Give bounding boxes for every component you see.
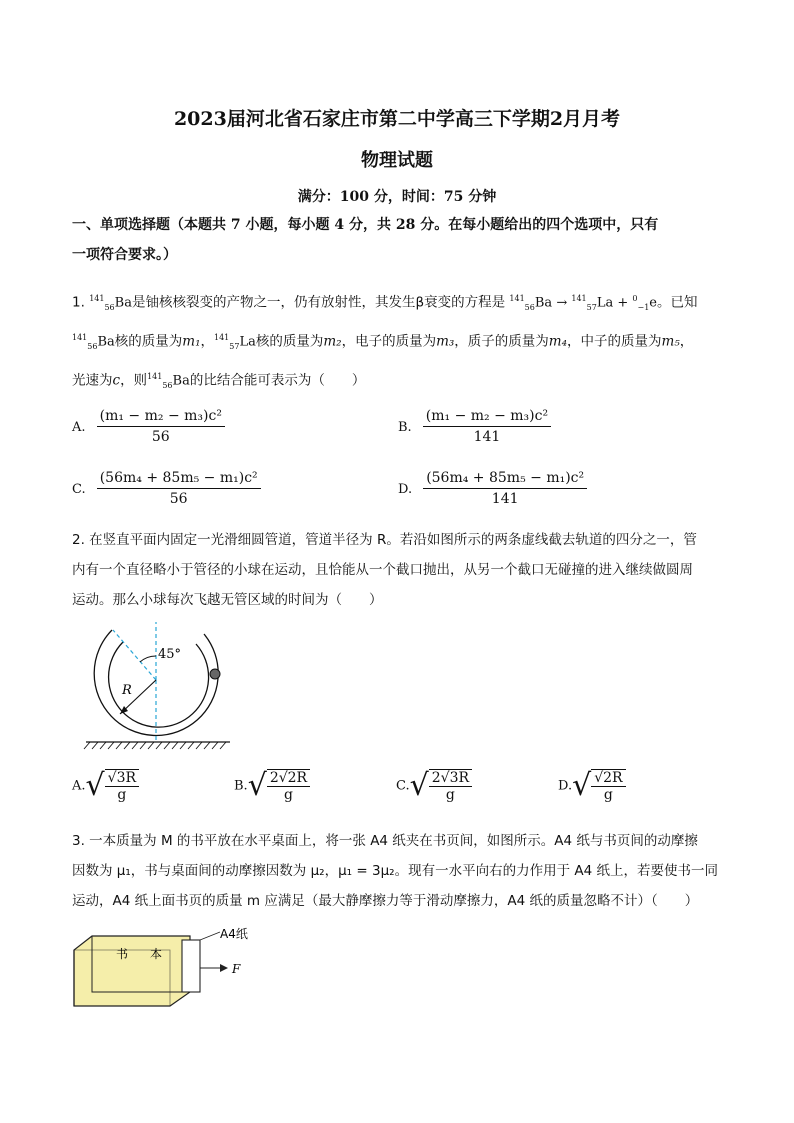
q2-line2: 内有一个直径略小于管径的小球在运动，且恰能从一个截口抛出，从另一个截口无碰撞的进入继续做圆周 (72, 562, 693, 578)
q1-option-c[interactable]: C. $\frac{\text{(56m₄ + 85m₅ − m₁)c²}}{56}$ (72, 470, 261, 507)
paper-label: A4纸 (220, 927, 248, 941)
q2-option-a[interactable]: A.√ $\frac{√3R}{g}$ (72, 768, 139, 803)
ball (210, 669, 220, 679)
q2-line3: 运动。那么小球每次飞越无管区域的时间为（ ） (72, 592, 383, 608)
q1-line2: $^{141}_{56}$Ba核的质量为m₁，$^{141}_{57}$La核的质量为m₂，电子的质量为m₃，质子的质量为m₄，中子的质量为m₅， (72, 332, 694, 351)
q1-line1: 1. $^{141}_{56}$Ba是铀核核裂变的产物之一，仍有放射性，其发生β衰变的方程是 $^{141}_{56}$Ba → $^{141}_{57}$La + $^0_{-1}$e。已知 (72, 284, 726, 323)
q3-line3: 运动，A4 纸上面书页的质量 m 应满足（最大静摩擦力等于滑动摩擦力，A4 纸的质量忽略不计）（ ） (72, 893, 699, 909)
q1-line3: 光速为c，则$^{141}_{56}$Ba的比结合能可表示为（ ） (72, 371, 366, 390)
exam-meta: 满分：100 分，时间：75 分钟 (297, 189, 497, 205)
paper-label-leader (200, 932, 220, 940)
q2-option-b[interactable]: B.√ $\frac{2√2R}{g}$ (234, 768, 310, 803)
book-figure (70, 926, 270, 1016)
q1-option-b[interactable]: B. $\frac{\text{(m₁ − m₂ − m₃)c²}}{141}$ (398, 408, 551, 445)
section-heading-line1: 一、单项选择题（本题共 7 小题，每小题 4 分，共 28 分。在每小题给出的四个选项中，只有 (72, 217, 659, 233)
cut-line-left (113, 630, 156, 680)
angle-label: 45° (158, 647, 182, 662)
book-text-1: 书 (116, 947, 129, 961)
radius-label: R (122, 683, 132, 698)
q2-line1: 2. 在竖直平面内固定一光滑细圆管道，管道半径为 R。若沿如图所示的两条虚线截去轨道的四分之一，管 (72, 532, 697, 548)
exam-title: 2023届河北省石家庄市第二中学高三下学期2月月考 (173, 108, 621, 130)
book-body (74, 936, 190, 1006)
force-label: F (232, 962, 241, 976)
q2-option-c[interactable]: C.√ $\frac{2√3R}{g}$ (396, 768, 472, 803)
section-heading (72, 210, 726, 270)
decay-equation: $^{141}_{56}$Ba → $^{141}_{57}$La + $^0_{-1}$e (509, 294, 657, 312)
q1-option-d[interactable]: D. $\frac{\text{(56m₄ + 85m₅ − m₁)c²}}{141}$ (398, 470, 587, 507)
question-1 (72, 284, 726, 401)
angle-arc (140, 656, 156, 662)
ground-hatch (84, 742, 226, 749)
q3-line2: 因数为 μ₁，书与桌面间的动摩擦因数为 μ₂，μ₁ = 3μ₂。现有一水平向右的力作用于 A4 纸上，若要使书一同 (72, 863, 718, 879)
question-2 (72, 525, 726, 615)
question-3 (72, 826, 726, 916)
a4-paper (182, 940, 200, 992)
section-heading-line2: 一项符合要求。） (72, 247, 177, 263)
nuclide-ba: $^{141}_{56}$Ba (89, 294, 132, 312)
q1-option-a[interactable]: A. $\frac{\text{(m₁ − m₂ − m₃)c²}}{56}$ (72, 408, 225, 445)
q3-line1: 3. 一本质量为 M 的书平放在水平桌面上，将一张 A4 纸夹在书页间，如图所示。A4 纸与书页间的动摩擦 (72, 833, 698, 849)
q2-option-d[interactable]: D.√ $\frac{√2R}{g}$ (558, 768, 626, 803)
book-text-2: 本 (150, 947, 163, 961)
circular-tube-figure (80, 622, 240, 752)
exam-subject: 物理试题 (361, 150, 433, 171)
